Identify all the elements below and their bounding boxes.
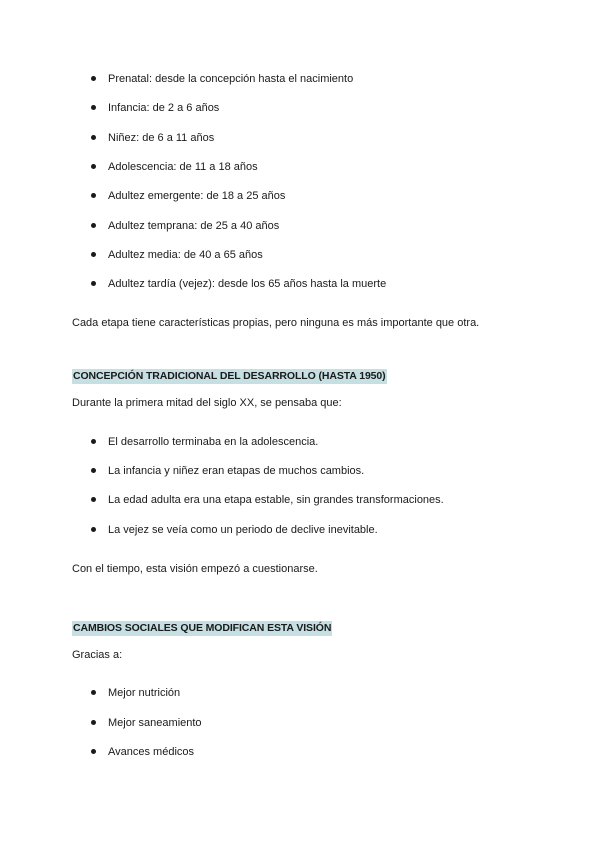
bullet-icon [91, 690, 96, 695]
list-item-text: Adultez media: de 40 a 65 años [108, 249, 263, 261]
bullet-icon [91, 497, 96, 502]
section-heading-traditional: CONCEPCIÓN TRADICIONAL DEL DESARROLLO (HASTA 1950) [73, 370, 386, 382]
list-item-text: La infancia y niñez eran etapas de muchos cambios. [108, 465, 365, 477]
stages-note: Cada etapa tiene características propias, pero ninguna es más importante que otra. [72, 317, 480, 329]
list-item-text: Prenatal: desde la concepción hasta el nacimiento [108, 73, 354, 85]
bullet-icon [91, 527, 96, 532]
list-item-text: Avances médicos [108, 746, 195, 758]
bullet-icon [91, 76, 96, 81]
bullet-icon [91, 439, 96, 444]
list-item-text: La edad adulta era una etapa estable, sin grandes transformaciones. [108, 494, 444, 506]
bullet-icon [91, 193, 96, 198]
traditional-outro: Con el tiempo, esta visión empezó a cuestionarse. [72, 563, 318, 575]
list-item-text: Adultez temprana: de 25 a 40 años [108, 220, 280, 232]
section-heading-social: CAMBIOS SOCIALES QUE MODIFICAN ESTA VISIÓN [73, 622, 332, 634]
bullet-icon [91, 135, 96, 140]
list-item-text: Adultez tardía (vejez): desde los 65 años hasta la muerte [108, 278, 387, 290]
bullet-icon [91, 223, 96, 228]
list-item-text: Adolescencia: de 11 a 18 años [108, 161, 258, 173]
bullet-icon [91, 468, 96, 473]
list-item-text: Niñez: de 6 a 11 años [108, 132, 215, 144]
bullet-icon [91, 164, 96, 169]
list-item-text: Adultez emergente: de 18 a 25 años [108, 190, 286, 202]
list-item-text: Mejor saneamiento [108, 717, 202, 729]
bullet-icon [91, 749, 96, 754]
list-item-text: La vejez se veía como un periodo de declive inevitable. [108, 524, 378, 536]
bullet-icon [91, 105, 96, 110]
traditional-intro: Durante la primera mitad del siglo XX, se pensaba que: [72, 397, 342, 409]
list-item-text: Mejor nutrición [108, 687, 181, 699]
bullet-icon [91, 281, 96, 286]
bullet-icon [91, 252, 96, 257]
list-item-text: El desarrollo terminaba en la adolescencia. [108, 436, 319, 448]
social-intro: Gracias a: [72, 649, 123, 661]
list-item-text: Infancia: de 2 a 6 años [108, 102, 220, 114]
bullet-icon [91, 720, 96, 725]
